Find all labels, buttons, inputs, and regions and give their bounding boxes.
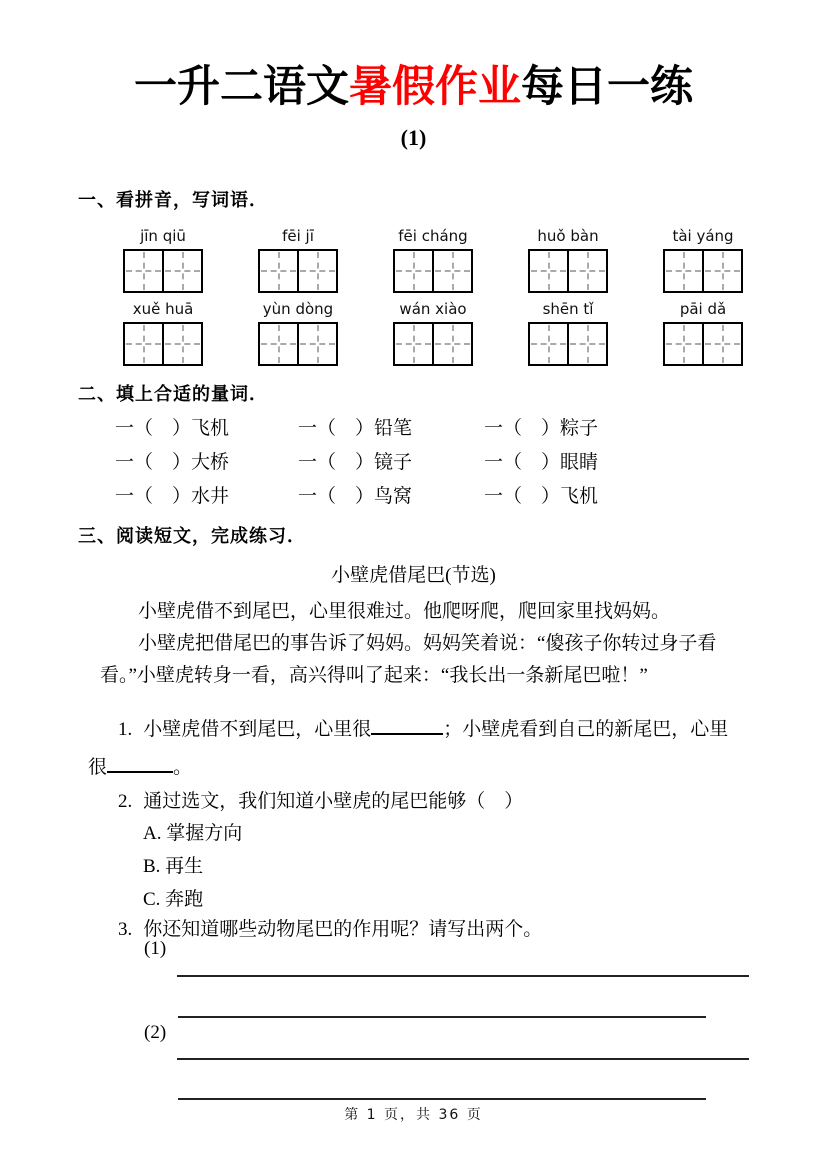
measure-word-item: 一（ ）鸟窝 — [298, 486, 413, 507]
pinyin-row-1 — [123, 226, 743, 293]
grid-cell — [162, 324, 201, 364]
writing-grid[interactable] — [663, 249, 743, 293]
grid-cell — [125, 324, 162, 364]
pinyin-label: yùn dòng — [262, 300, 334, 318]
writing-grid[interactable] — [393, 322, 473, 366]
answer-line[interactable] — [178, 1016, 706, 1018]
writing-grid[interactable] — [258, 249, 338, 293]
pinyin-group — [663, 226, 743, 293]
pinyin-group — [528, 226, 608, 293]
measure-word-item: 一（ ）水井 — [115, 486, 230, 507]
page-subtitle: (1) — [400, 125, 427, 150]
grid-cell — [260, 324, 297, 364]
grid-cell — [395, 251, 432, 291]
grid-cell — [432, 251, 471, 291]
question-number: 1. — [118, 719, 133, 740]
grid-cell — [665, 251, 702, 291]
grid-cell — [530, 251, 567, 291]
pinyin-group — [258, 226, 338, 293]
grid-cell — [395, 324, 432, 364]
measure-word-item: 一（ ）飞机 — [484, 486, 599, 507]
pinyin-group — [528, 299, 608, 366]
grid-cell — [567, 251, 606, 291]
pinyin-label: wán xiào — [399, 300, 467, 318]
pinyin-label: fēi jī — [282, 227, 314, 245]
question-number: 3. — [118, 919, 133, 940]
measure-word-grid — [115, 412, 598, 514]
question-1-text-c: 很 — [88, 757, 108, 778]
measure-word-item: 一（ ）铅笔 — [298, 418, 413, 439]
title-part-2: 每日一练 — [521, 62, 693, 112]
grid-cell — [665, 324, 702, 364]
answer-blank[interactable] — [371, 719, 443, 735]
question-1 — [118, 714, 728, 741]
writing-grid[interactable] — [123, 322, 203, 366]
pinyin-group — [123, 226, 203, 293]
measure-word-item: 一（ ）镜子 — [298, 452, 413, 473]
title-part-1: 一升二语文 — [134, 62, 349, 112]
section-heading-measure: 二、填上合适的量词． — [78, 384, 268, 404]
option-item-c: C. 奔跑 — [143, 889, 204, 910]
page-footer: 第 1 页，共 36 页 — [344, 1107, 483, 1123]
grid-cell — [260, 251, 297, 291]
answer-label-2: (2) — [144, 1022, 167, 1043]
answer-blank[interactable] — [107, 757, 173, 773]
writing-grid[interactable] — [528, 322, 608, 366]
pinyin-label: shēn tǐ — [542, 300, 594, 318]
grid-cell — [297, 324, 336, 364]
grid-cell — [162, 251, 201, 291]
passage-paragraph: 小壁虎借不到尾巴，心里很难过。他爬呀爬，爬回家里找妈妈。 — [138, 601, 671, 622]
question-1-text-a: 小壁虎借不到尾巴，心里很 — [143, 719, 372, 740]
answer-line[interactable] — [177, 1058, 749, 1060]
grid-cell — [702, 251, 741, 291]
question-1-text-d: 。 — [173, 757, 193, 778]
grid-cell — [702, 324, 741, 364]
page-title — [0, 62, 827, 114]
question-3-text: 你还知道哪些动物尾巴的作用呢？请写出两个。 — [143, 919, 543, 940]
section-heading-reading: 三、阅读短文，完成练习． — [78, 526, 306, 546]
option-item-b: B. 再生 — [143, 856, 204, 877]
pinyin-group — [258, 299, 338, 366]
writing-grid[interactable] — [528, 249, 608, 293]
grid-cell — [297, 251, 336, 291]
measure-word-item: 一（ ）眼睛 — [484, 452, 599, 473]
section-heading-pinyin: 一、看拼音，写词语． — [78, 190, 268, 210]
question-number: 2. — [118, 791, 133, 812]
question-3 — [118, 914, 542, 941]
answer-line[interactable] — [178, 1098, 706, 1100]
grid-cell — [567, 324, 606, 364]
question-2 — [118, 786, 523, 813]
writing-grid[interactable] — [393, 249, 473, 293]
passage — [100, 596, 748, 692]
question-1-text-b: ；小壁虎看到自己的新尾巴，心里 — [443, 719, 729, 740]
measure-word-item: 一（ ）飞机 — [115, 418, 230, 439]
pinyin-label: pāi dǎ — [679, 300, 727, 318]
answer-line[interactable] — [177, 975, 749, 977]
writing-grid[interactable] — [663, 322, 743, 366]
title-highlight: 暑假作业 — [349, 62, 521, 112]
pinyin-label: fēi cháng — [398, 227, 468, 245]
pinyin-group — [393, 226, 473, 293]
measure-word-item: 一（ ）大桥 — [115, 452, 230, 473]
writing-grid[interactable] — [123, 249, 203, 293]
answer-label-1: (1) — [144, 938, 167, 959]
pinyin-group — [663, 299, 743, 366]
grid-cell — [432, 324, 471, 364]
pinyin-row-2 — [123, 299, 743, 366]
option-item-a: A. 掌握方向 — [143, 823, 243, 844]
pinyin-label: jīn qiū — [140, 227, 186, 245]
writing-grid[interactable] — [258, 322, 338, 366]
grid-cell — [125, 251, 162, 291]
question-1-line-2 — [88, 752, 192, 779]
question-2-text: 通过选文，我们知道小壁虎的尾巴能够（ ） — [143, 791, 524, 812]
measure-word-item: 一（ ）粽子 — [484, 418, 599, 439]
passage-paragraph: 小壁虎把借尾巴的事告诉了妈妈。妈妈笑着说：“傻孩子你转过身子看看。”小壁虎转身一看，高兴得叫了起来：“我长出一条新尾巴啦！” — [100, 633, 717, 686]
pinyin-label: huǒ bàn — [537, 227, 599, 245]
pinyin-group — [393, 299, 473, 366]
pinyin-label: tài yáng — [672, 227, 734, 245]
grid-cell — [530, 324, 567, 364]
passage-title: 小壁虎借尾巴(节选) — [331, 565, 496, 586]
pinyin-label: xuě huā — [132, 300, 194, 318]
pinyin-group — [123, 299, 203, 366]
